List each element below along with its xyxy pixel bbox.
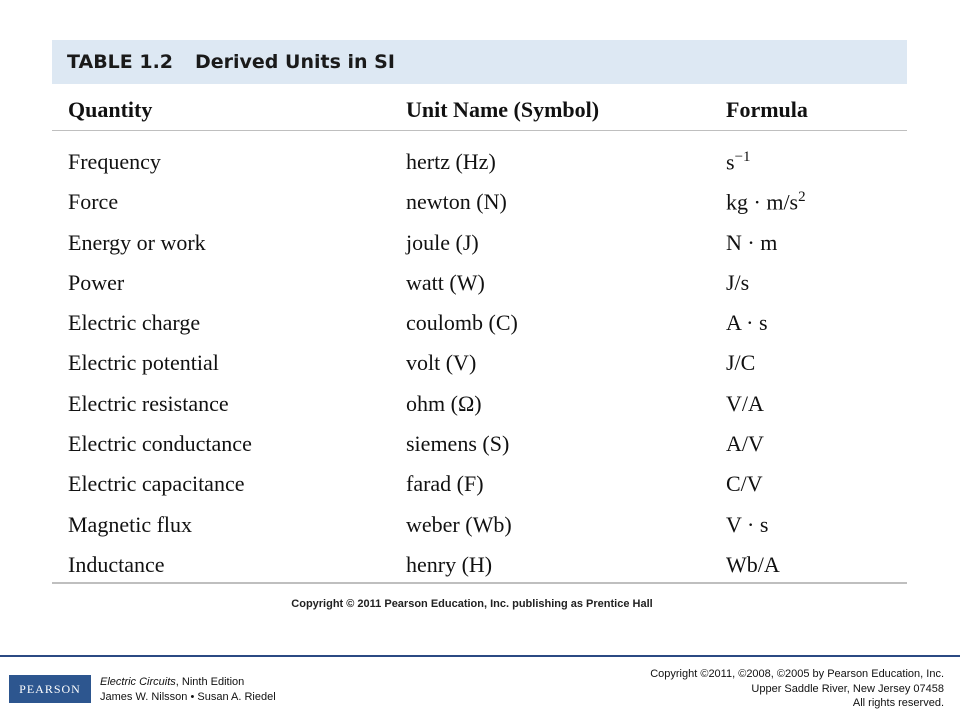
formula-cell bbox=[726, 310, 768, 336]
table-copyright: Copyright © 2011 Pearson Education, Inc. publishing as Prentice Hall bbox=[291, 598, 653, 610]
derived-units-table bbox=[52, 40, 907, 584]
quantity-cell: Electric resistance bbox=[68, 390, 229, 416]
formula-exponent: −1 bbox=[734, 149, 751, 165]
formula-cell bbox=[726, 230, 777, 256]
unit-cell: watt (W) bbox=[406, 269, 485, 295]
table-bottom-rule bbox=[52, 582, 907, 584]
formula-cell bbox=[726, 270, 749, 296]
table-row bbox=[52, 302, 907, 342]
unit-cell: weber (Wb) bbox=[406, 511, 512, 537]
quantity-cell: Electric conductance bbox=[68, 431, 252, 457]
copyright-line-1: Copyright ©2011, ©2008, ©2005 by Pearson Education, Inc. bbox=[650, 668, 944, 680]
table-number: TABLE 1.2 bbox=[67, 51, 174, 73]
unit-cell: newton (N) bbox=[406, 189, 507, 215]
book-edition: , Ninth Edition bbox=[175, 676, 245, 688]
table-row bbox=[52, 383, 907, 423]
formula-cell bbox=[726, 350, 755, 376]
pearson-logo bbox=[9, 675, 91, 703]
table-row bbox=[52, 544, 907, 584]
formula-cell bbox=[726, 391, 764, 417]
unit-cell: coulomb (C) bbox=[406, 310, 518, 336]
pearson-logo-text: PEARSON bbox=[19, 681, 81, 696]
quantity-cell: Inductance bbox=[68, 551, 165, 577]
quantity-cell: Electric charge bbox=[68, 310, 201, 336]
unit-cell: volt (V) bbox=[406, 350, 477, 376]
formula-base: A/V bbox=[726, 431, 764, 457]
quantity-cell: Force bbox=[68, 189, 119, 215]
formula-cell bbox=[726, 471, 763, 497]
table-row bbox=[52, 342, 907, 382]
formula-base: s bbox=[726, 149, 735, 175]
formula-base: N · m bbox=[726, 229, 778, 255]
publisher-copyright bbox=[650, 667, 944, 711]
formula-base: V/A bbox=[726, 390, 764, 416]
unit-cell: joule (J) bbox=[406, 229, 479, 255]
table-row bbox=[52, 463, 907, 503]
quantity-cell: Magnetic flux bbox=[68, 511, 193, 537]
formula-exponent: 2 bbox=[798, 189, 806, 206]
quantity-cell: Electric potential bbox=[68, 350, 219, 376]
quantity-cell: Electric capacitance bbox=[68, 471, 245, 497]
unit-cell: hertz (Hz) bbox=[406, 149, 496, 174]
copyright-line-2: Upper Saddle River, New Jersey 07458 bbox=[751, 682, 944, 695]
table-row bbox=[52, 141, 907, 181]
table-title: Derived Units in SI bbox=[195, 51, 395, 73]
formula-base: kg · m/s bbox=[726, 189, 799, 215]
copyright-line-3: All rights reserved. bbox=[852, 697, 944, 709]
table-header-row bbox=[52, 84, 907, 131]
formula-base: J/s bbox=[726, 269, 750, 295]
header-unit-name: Unit Name (Symbol) bbox=[406, 97, 600, 122]
formula-base: Wb/A bbox=[726, 551, 780, 577]
table-row bbox=[52, 504, 907, 544]
formula-cell bbox=[726, 149, 751, 175]
formula-base: C/V bbox=[726, 471, 763, 497]
table-title-bar bbox=[52, 40, 907, 84]
formula-base: J/C bbox=[726, 350, 756, 376]
unit-cell: farad (F) bbox=[406, 471, 484, 497]
formula-cell bbox=[726, 431, 764, 457]
book-title: Electric Circuits bbox=[100, 676, 176, 688]
unit-cell: henry (H) bbox=[406, 551, 493, 577]
footer-divider bbox=[0, 655, 960, 657]
formula-base: V · s bbox=[726, 511, 769, 537]
quantity-cell: Energy or work bbox=[68, 229, 206, 255]
table-row bbox=[52, 181, 907, 221]
unit-cell: ohm (Ω) bbox=[406, 390, 482, 416]
formula-base: A · s bbox=[726, 310, 768, 336]
formula-cell bbox=[726, 189, 806, 215]
table-row bbox=[52, 222, 907, 262]
book-authors: James W. Nilsson • Susan A. Riedel bbox=[100, 691, 276, 703]
formula-cell bbox=[726, 552, 780, 578]
table-row bbox=[52, 262, 907, 302]
quantity-cell: Power bbox=[68, 269, 125, 295]
header-quantity: Quantity bbox=[68, 97, 153, 122]
book-info bbox=[100, 675, 276, 705]
header-formula: Formula bbox=[726, 97, 808, 122]
unit-cell: siemens (S) bbox=[406, 431, 510, 457]
book-title-line bbox=[100, 675, 276, 690]
quantity-cell: Frequency bbox=[68, 149, 161, 174]
table-body bbox=[52, 131, 907, 584]
formula-cell bbox=[726, 512, 768, 538]
table-row bbox=[52, 423, 907, 463]
